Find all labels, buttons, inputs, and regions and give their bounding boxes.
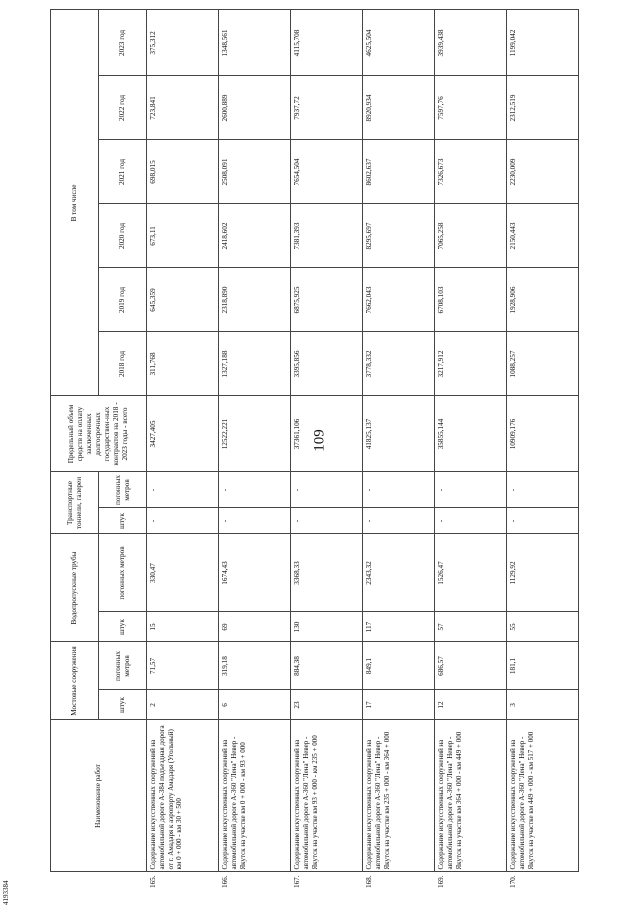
value-2020: 2150,443 [507,204,579,268]
bridges-meters: 319,18 [219,642,291,690]
total-limit: 37361,106 [291,396,363,472]
work-name: Содержание искусственных сооружений на автомобильной дороге А-360 "Лена" Невер - Якутск на участке км 93 + 000 - км 235 + 000 [291,720,363,872]
rotated-table-container [50,10,590,890]
value-2019: 1928,906 [507,268,579,332]
value-2020: 8295,697 [363,204,435,268]
header-year-2022: 2022 год [99,76,147,140]
value-2020: 2418,602 [219,204,291,268]
table-row [147,10,219,890]
value-2018: 1088,257 [507,332,579,396]
value-2020: 7065,258 [435,204,507,268]
culverts-count: 117 [363,612,435,642]
header-tunnels: Транспортные тоннели, галереи [51,472,99,534]
work-name: Содержание искусственных сооружений на автомобильной дороге А-360 "Лена" Невер - Якутск на участке км 449 + 000 - км 517 + 000 [507,720,579,872]
value-2022: 8920,934 [363,76,435,140]
work-name: Содержание искусственных сооружений на автомобильной дороге А-360 "Лена" Невер - Якутск на участке км 0 + 000 - км 93 + 000 [219,720,291,872]
value-2023: 1199,042 [507,10,579,76]
culverts-meters: 1674,43 [219,534,291,612]
culverts-meters: 3368,33 [291,534,363,612]
work-name: Содержание искусственных сооружений на автомобильной дороге А-360 "Лена" Невер - Якутск на участке км 364 + 000 - км 449 + 000 [435,720,507,872]
value-2019: 7662,043 [363,268,435,332]
value-2021: 698,015 [147,140,219,204]
tunnels-meters: - [507,472,579,508]
total-limit: 41825,137 [363,396,435,472]
page-number: 109 [311,429,328,452]
header-year-2018: 2018 год [99,332,147,396]
table-row [363,10,435,890]
total-limit: 35855,144 [435,396,507,472]
row-number: 169. [436,875,445,888]
culverts-meters: 2343,32 [363,534,435,612]
value-2023: 4625,504 [363,10,435,76]
culverts-meters: 1526,47 [435,534,507,612]
header-tunnels-units: штук [99,508,147,534]
value-2018: 311,768 [147,332,219,396]
funding-table [50,9,579,890]
culverts-count: 130 [291,612,363,642]
culverts-count: 57 [435,612,507,642]
culverts-meters: 1129,92 [507,534,579,612]
value-2022: 723,841 [147,76,219,140]
document-code: 4193384 [2,880,10,905]
tunnels-count: - [507,508,579,534]
bridges-meters: 686,57 [435,642,507,690]
value-2018: 1327,188 [219,332,291,396]
tunnels-count: - [435,508,507,534]
value-2021: 2230,009 [507,140,579,204]
table-row [507,10,579,890]
table-row [435,10,507,890]
value-2020: 7381,393 [291,204,363,268]
value-2021: 7654,504 [291,140,363,204]
header-culverts: Водопропускные трубы [51,534,99,642]
row-number: 166. [220,875,229,888]
value-2022: 2312,519 [507,76,579,140]
header-name: Наименование работ [51,720,147,872]
value-2020: 673,11 [147,204,219,268]
bridges-count: 6 [219,690,291,720]
row-number: 168. [364,875,373,888]
bridges-meters: 181,1 [507,642,579,690]
tunnels-meters: - [363,472,435,508]
value-2019: 645,359 [147,268,219,332]
value-2018: 3778,332 [363,332,435,396]
table-row [219,10,291,890]
value-2022: 7937,72 [291,76,363,140]
header-culverts-meters: погонных метров [99,534,147,612]
total-limit: 10909,176 [507,396,579,472]
value-2021: 7326,673 [435,140,507,204]
header-tunnels-meters: погонных метров [99,472,147,508]
value-2023: 375,312 [147,10,219,76]
bridges-count: 17 [363,690,435,720]
value-2019: 6708,103 [435,268,507,332]
tunnels-count: - [219,508,291,534]
row-number: 165. [148,875,157,888]
row-number: 170. [508,875,517,888]
value-2018: 3217,912 [435,332,507,396]
row-number: 167. [292,875,301,888]
work-name: Содержание искусственных сооружений на автомобильной дороге А-384 подъездная дорога от г. Амадаря к аэропорту Амадаря (Угольный) км 0 + 000 - км 30 + 500 [147,720,219,872]
culverts-meters: 330,47 [147,534,219,612]
work-name: Содержание искусственных сооружений на автомобильной дороге А-360 "Лена" Невер - Якутск на участке км 235 + 000 - км 364 + 000 [363,720,435,872]
value-2021: 8602,637 [363,140,435,204]
value-2023: 4115,708 [291,10,363,76]
value-2023: 1348,561 [219,10,291,76]
total-limit: 12522,221 [219,396,291,472]
header-year-2023: 2023 год [99,10,147,76]
header-including: В том числе [51,10,99,396]
header-year-2019: 2019 год [99,268,147,332]
value-2023: 3939,438 [435,10,507,76]
bridges-meters: 849,1 [363,642,435,690]
header-bridges: Мостовые сооружения [51,642,99,720]
header-culverts-units: штук [99,612,147,642]
tunnels-count: - [291,508,363,534]
bridges-meters: 884,38 [291,642,363,690]
tunnels-count: - [363,508,435,534]
value-2021: 2508,091 [219,140,291,204]
culverts-count: 15 [147,612,219,642]
header-spacer [51,872,147,890]
value-2018: 3395,856 [291,332,363,396]
value-2019: 2318,890 [219,268,291,332]
tunnels-meters: - [291,472,363,508]
total-limit: 3427,405 [147,396,219,472]
value-2019: 6875,925 [291,268,363,332]
tunnels-count: - [147,508,219,534]
bridges-count: 2 [147,690,219,720]
header-bridges-meters: погонных метров [99,642,147,690]
tunnels-meters: - [435,472,507,508]
bridges-count: 23 [291,690,363,720]
table-row [291,10,363,890]
culverts-count: 55 [507,612,579,642]
culverts-count: 69 [219,612,291,642]
tunnels-meters: - [219,472,291,508]
bridges-count: 12 [435,690,507,720]
header-bridges-units: штук [99,690,147,720]
header-limit: Предельный объем средств на оплату заключенных долгосрочных государствен-ных контрактов на 2018 - 2023 годы - всего [51,396,147,472]
value-2022: 2600,889 [219,76,291,140]
bridges-count: 3 [507,690,579,720]
value-2022: 7597,76 [435,76,507,140]
header-year-2021: 2021 год [99,140,147,204]
tunnels-meters: - [147,472,219,508]
bridges-meters: 71,57 [147,642,219,690]
header-year-2020: 2020 год [99,204,147,268]
